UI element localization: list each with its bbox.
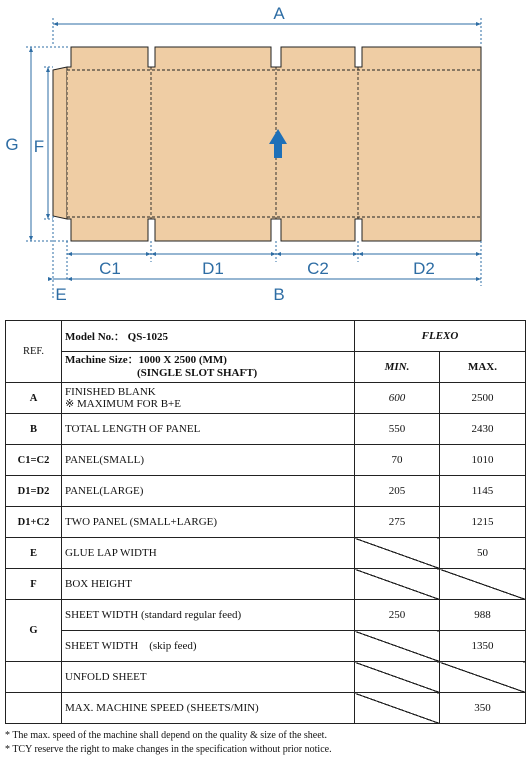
max-cell: 1215 (440, 507, 526, 538)
top-flap-d1 (155, 47, 271, 67)
bottom-flap-c1 (71, 219, 148, 241)
table-row (6, 538, 526, 569)
desc-cell: PANEL(SMALL) (62, 445, 355, 476)
dim-label-e: E (55, 285, 67, 304)
desc-cell: TWO PANEL (SMALL+LARGE) (62, 507, 355, 538)
box-blank-diagram (0, 0, 531, 305)
desc-cell: UNFOLD SHEET (62, 662, 355, 693)
table-row (6, 414, 526, 445)
ref-cell (6, 693, 62, 724)
max-cell: 2500 (440, 383, 526, 414)
max-cell: 2430 (440, 414, 526, 445)
ref-cell: C1=C2 (6, 445, 62, 476)
ref-cell: D1=D2 (6, 476, 62, 507)
bottom-flap-d2 (362, 219, 481, 241)
bottom-flap-d1 (155, 219, 271, 241)
empty-min-cell (355, 662, 440, 693)
desc-cell: SHEET WIDTH (skip feed) (62, 631, 355, 662)
ref-cell: A (6, 383, 62, 414)
ref-cell: F (6, 569, 62, 600)
desc-cell: GLUE LAP WIDTH (62, 538, 355, 569)
dim-label-c1: C1 (99, 259, 121, 278)
empty-min-cell (355, 538, 440, 569)
glue-lap (53, 67, 67, 219)
desc-cell: BOX HEIGHT (62, 569, 355, 600)
dim-label-d2: D2 (413, 259, 435, 278)
model-cell (62, 321, 355, 352)
min-cell: 600 (355, 383, 440, 414)
table-row (6, 693, 526, 724)
table-row (6, 476, 526, 507)
empty-min-cell (355, 693, 440, 724)
ref-cell: D1+C2 (6, 507, 62, 538)
ref-header: REF. (6, 321, 62, 383)
top-flap-c2 (281, 47, 355, 67)
dim-label-g: G (5, 135, 19, 154)
flexo-header: FLEXO (355, 321, 526, 352)
min-cell: 275 (355, 507, 440, 538)
empty-max-cell (440, 662, 526, 693)
machine-size-label: Machine Size： (65, 354, 139, 366)
max-cell: 988 (440, 600, 526, 631)
min-cell: 70 (355, 445, 440, 476)
desc-cell: MAX. MACHINE SPEED (SHEETS/MIN) (62, 693, 355, 724)
max-cell: 50 (440, 538, 526, 569)
min-cell: 250 (355, 600, 440, 631)
table-row (6, 507, 526, 538)
footnote: * TCY reserve the right to make changes in the specification without prior notice. (5, 744, 332, 755)
bottom-flap-c2 (281, 219, 355, 241)
top-flap-d2 (362, 47, 481, 67)
table-row (6, 445, 526, 476)
model-label: Model No.： (65, 331, 125, 343)
desc-text: FINISHED BLANK (65, 386, 156, 398)
table-row (6, 662, 526, 693)
machine-size-cell (62, 352, 355, 383)
min-cell: 550 (355, 414, 440, 445)
max-cell: 350 (440, 693, 526, 724)
max-header: MAX. (440, 352, 526, 383)
model-value: QS-1025 (127, 331, 168, 343)
max-cell: 1350 (440, 631, 526, 662)
min-cell: 205 (355, 476, 440, 507)
empty-min-cell (355, 631, 440, 662)
dim-label-d1: D1 (202, 259, 224, 278)
ref-cell (6, 662, 62, 693)
desc-note: ※ MAXIMUM FOR B+E (65, 398, 181, 410)
table-row (6, 600, 526, 631)
dim-label-b: B (273, 285, 285, 304)
table-subheader-row (6, 352, 526, 383)
dim-label-f: F (33, 137, 45, 156)
table-row (6, 569, 526, 600)
footnotes (5, 729, 332, 757)
dim-label-c2: C2 (307, 259, 329, 278)
box-blank (53, 47, 481, 241)
table-row (6, 631, 526, 662)
spec-table (5, 320, 526, 724)
table-header-row (6, 321, 526, 352)
max-cell: 1145 (440, 476, 526, 507)
desc-cell (62, 383, 355, 414)
machine-size-value: 1000 X 2500 (MM) (138, 354, 227, 366)
dim-label-a: A (273, 4, 285, 23)
top-flap-c1 (71, 47, 148, 67)
desc-cell: PANEL(LARGE) (62, 476, 355, 507)
empty-min-cell (355, 569, 440, 600)
table-row (6, 383, 526, 414)
max-cell: 1010 (440, 445, 526, 476)
empty-max-cell (440, 569, 526, 600)
desc-cell: TOTAL LENGTH OF PANEL (62, 414, 355, 445)
machine-size-note: (SINGLE SLOT SHAFT) (137, 367, 258, 379)
footnote: * The max. speed of the machine shall depend on the quality & size of the sheet. (5, 730, 327, 741)
min-header: MIN. (355, 352, 440, 383)
ref-cell: E (6, 538, 62, 569)
ref-cell: B (6, 414, 62, 445)
desc-cell: SHEET WIDTH (standard regular feed) (62, 600, 355, 631)
ref-cell: G (6, 600, 62, 662)
